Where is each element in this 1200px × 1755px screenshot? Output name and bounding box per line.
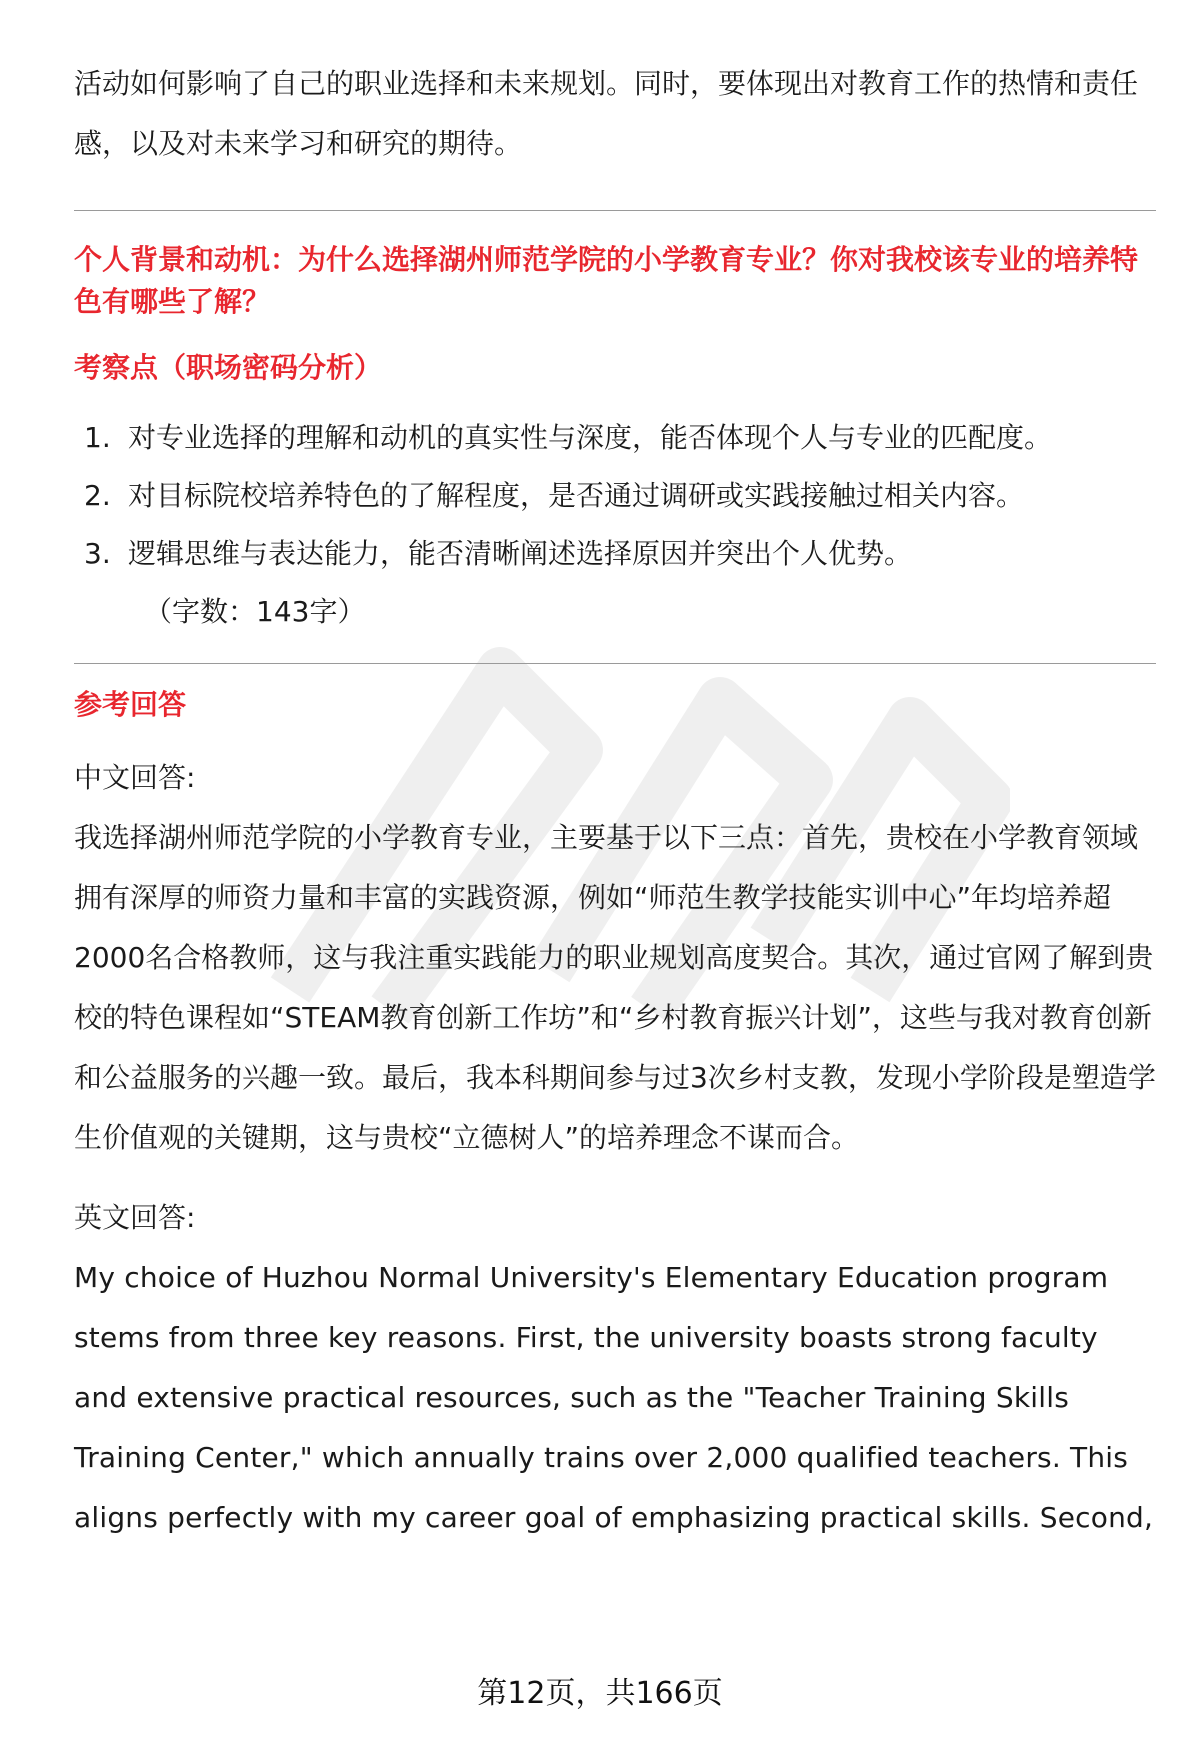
question-title: 个人背景和动机：为什么选择湖州师范学院的小学教育专业？你对我校该专业的培养特色有哪些了解？ xyxy=(74,243,1139,318)
list-item xyxy=(74,467,1156,525)
word-count-note: （字数：143字） xyxy=(144,595,366,628)
chinese-answer: 我选择湖州师范学院的小学教育专业，主要基于以下三点：首先，贵校在小学教育领域拥有深厚的师资力量和丰富的实践资源，例如“师范生教学技能实训中心”年均培养超2000名合格教师，这与我注重实践能力的职业规划高度契合。其次，通过官网了解到贵校的特色课程如“STEAM教育创新工作坊”和“乡村教育振兴计划”，这些与我对教育创新和公益服务的兴趣一致。最后，我本科期间参与过3次乡村支教，发现小学阶段是塑造学生价值观的关键期，这与贵校“立德树人”的培养理念不谋而合。 xyxy=(74,821,1156,1154)
list-text: 对专业选择的理解和动机的真实性与深度，能否体现个人与专业的匹配度。 xyxy=(128,421,1053,454)
list-number: 1. xyxy=(84,421,111,454)
list-text: 对目标院校培养特色的了解程度，是否通过调研或实践接触过相关内容。 xyxy=(128,479,1025,512)
intro-continuation: 活动如何影响了自己的职业选择和未来规划。同时，要体现出对教育工作的热情和责任感，以及对未来学习和研究的期待。 xyxy=(74,67,1139,160)
list-number: 3. xyxy=(84,537,111,570)
list-text: 逻辑思维与表达能力，能否清晰阐述选择原因并突出个人优势。 xyxy=(128,537,913,570)
list-number: 2. xyxy=(84,479,111,512)
list-item xyxy=(74,409,1156,467)
english-answer: My choice of Huzhou Normal University's Elementary Education program stems from three key reasons. First, the university boasts strong faculty and extensive practical resources, such as the "Teacher Training Skills Training Center," which annually trains over 2,000 qualified teachers. This aligns perfectly with my career goal of emphasizing practical skills. Second, xyxy=(74,1261,1154,1534)
list-item xyxy=(74,525,1156,583)
chinese-answer-label: 中文回答: xyxy=(74,761,196,794)
document-page xyxy=(74,54,1156,1548)
page-footer: 第12页，共166页 xyxy=(477,1676,723,1711)
assessment-list xyxy=(74,409,1156,583)
english-answer-label: 英文回答: xyxy=(74,1201,196,1234)
reference-title: 参考回答 xyxy=(74,688,187,721)
assessment-title: 考察点（职场密码分析） xyxy=(74,351,383,384)
